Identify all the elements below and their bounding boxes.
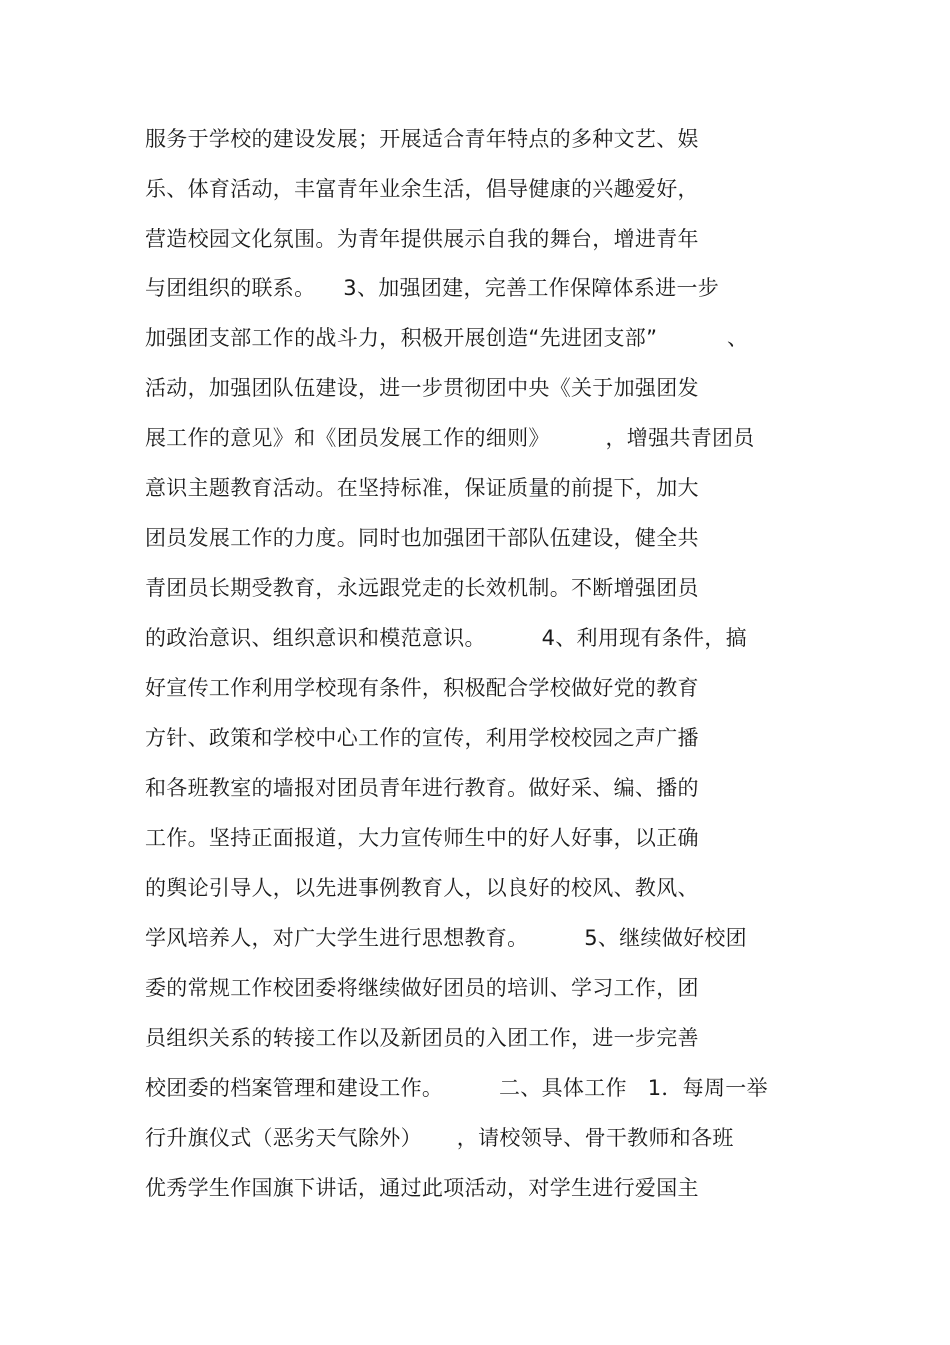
- text-line: 的舆论引导人，以先进事例教育人，以良好的校风、教风、: [145, 876, 699, 900]
- text-line: 员组织关系的转接工作以及新团员的入团工作，进一步完善: [145, 1026, 699, 1050]
- text-line: 加强团支部工作的战斗力，积极开展创造“先进团支部” 、: [145, 326, 749, 350]
- text-line: 委的常规工作校团委将继续做好团员的培训、学习工作，团: [145, 976, 699, 1000]
- text-line: 优秀学生作国旗下讲话，通过此项活动，对学生进行爱国主: [145, 1176, 699, 1200]
- text-line: 与团组织的联系。 3、加强团建，完善工作保障体系进一步: [145, 276, 720, 300]
- text-line: 营造校园文化氛围。为青年提供展示自我的舞台，增进青年: [145, 227, 699, 251]
- text-line: 和各班教室的墙报对团员青年进行教育。做好采、编、播的: [145, 776, 699, 800]
- text-line: 学风培养人，对广大学生进行思想教育。 5、继续做好校团: [145, 926, 747, 950]
- text-line: 乐、体育活动，丰富青年业余生活，倡导健康的兴趣爱好，: [145, 177, 699, 201]
- text-line: 工作。坚持正面报道，大力宣传师生中的好人好事，以正确: [145, 826, 699, 850]
- text-line: 活动，加强团队伍建设，进一步贯彻团中央《关于加强团发: [145, 376, 699, 400]
- text-line: 展工作的意见》和《团员发展工作的细则》 ，增强共青团员: [145, 426, 755, 450]
- text-line: 服务于学校的建设发展；开展适合青年特点的多种文艺、娱: [145, 127, 699, 151]
- text-line: 青团员长期受教育，永远跟党走的长效机制。不断增强团员: [145, 576, 699, 600]
- text-line: 行升旗仪式（恶劣天气除外） ，请校领导、骨干教师和各班: [145, 1126, 734, 1150]
- text-line: 意识主题教育活动。在坚持标准，保证质量的前提下，加大: [145, 476, 699, 500]
- text-line: 校团委的档案管理和建设工作。 二、具体工作 1．每周一举: [145, 1076, 768, 1100]
- text-line: 好宣传工作利用学校现有条件，积极配合学校做好党的教育: [145, 676, 699, 700]
- text-line: 团员发展工作的力度。同时也加强团干部队伍建设，健全共: [145, 526, 699, 550]
- text-line: 的政治意识、组织意识和模范意识。 4、利用现有条件，搞: [145, 626, 747, 650]
- text-line: 方针、政策和学校中心工作的宣传，利用学校校园之声广播: [145, 726, 699, 750]
